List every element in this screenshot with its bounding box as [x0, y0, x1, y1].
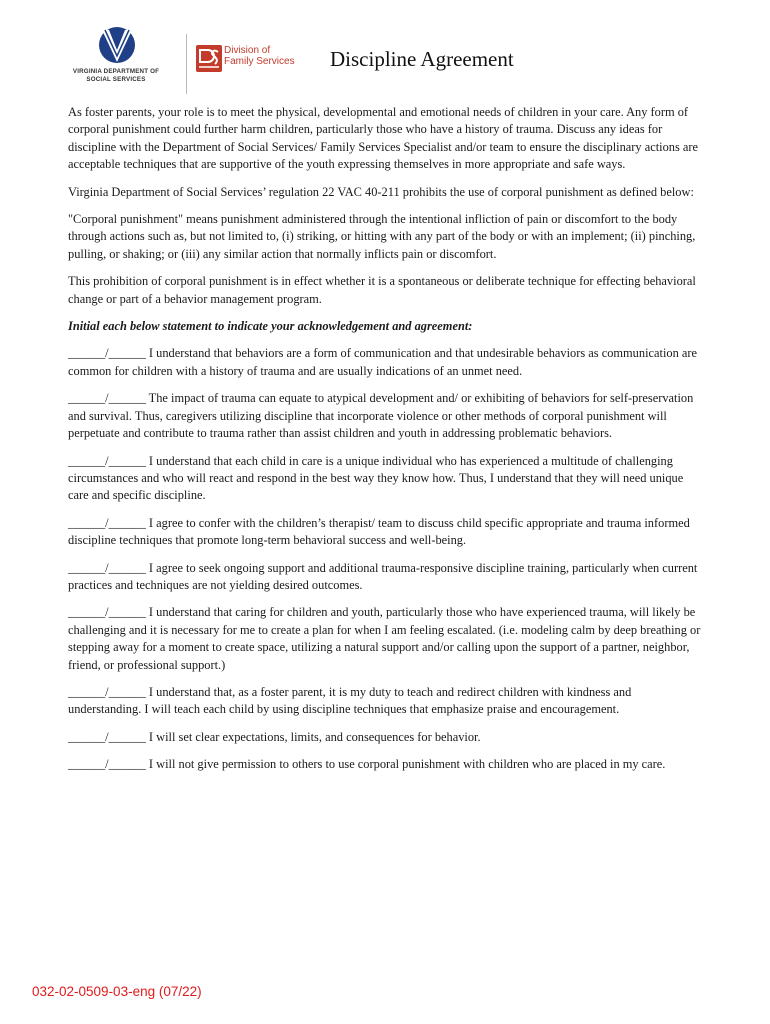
intro-paragraph: As foster parents, your role is to meet the physical, developmental and emotional needs of children in your care. Any form of corporal punishment could further harm children, particularly those who have a history of trauma. Discuss any ideas for discipline with the Department of Social Services/ Family Services Specialist and/or team to ensure the disciplinary actions are acceptable techniques that are supportive of the youth expressing themselves in more appropriate and safe ways. — [68, 105, 699, 172]
dfs-logo-line-1: Division of — [224, 45, 271, 56]
acknowledgement-statement — [68, 390, 704, 442]
acknowledgement-statement — [68, 515, 704, 550]
acknowledgement-statement — [68, 345, 704, 380]
acknowledgement-statement — [68, 684, 704, 719]
initials-blank[interactable]: ______/______ — [68, 391, 146, 406]
acknowledgement-statement — [68, 560, 704, 595]
acknowledgement-statement — [68, 604, 704, 674]
statement-text: I understand that caring for children and youth, particularly those who have experienced trauma, will likely be challenging and it is necessary for me to create a plan for when I am feeling escalated. (i.e. modeling calm by deep breathing or stepping away for a moment to create space, utilizing a natural support and/or calling upon the support of a partner, neighbor, friend, or professional support.) — [68, 605, 701, 672]
statement-text: I understand that, as a foster parent, it is my duty to teach and redirect children with kindness and understanding. I will teach each child by using discipline techniques that emphasize praise and encouragement. — [68, 684, 632, 717]
acknowledgement-statement — [68, 453, 704, 505]
statement-text: I understand that behaviors are a form of communication and that undesirable behaviors as communication are common for children with a history of trauma and are usually indications of an unmet need. — [68, 346, 698, 378]
initials-blank[interactable]: ______/______ — [68, 560, 146, 575]
initials-blank[interactable]: ______/______ — [68, 605, 146, 620]
acknowledgement-statement — [68, 729, 704, 746]
dfs-logo-line-2: Family Services — [224, 56, 295, 67]
statement-text: The impact of trauma can equate to atypical development and/ or exhibiting of behaviors for self-preservation and survival. Thus, caregivers utilizing discipline that incorporate violence or other methods of corporal punishment will perpetuate and contribute to trauma rather than assist children and youth in addressing problematic behaviors. — [68, 391, 694, 441]
definition-paragraph: "Corporal punishment" means punishment administered through the intentional infliction of pain or discomfort to the body through actions such as, but not limited to, (i) striking, or hitting with any part of the body or with an implement; (ii) pinching, pulling, or shaking; or (iii) any similar action that normally inflicts pain or discomfort. — [68, 212, 696, 261]
dfs-logo-text — [224, 45, 295, 67]
initials-blank[interactable]: ______/______ — [68, 684, 146, 699]
statement-text: I understand that each child in care is a unique individual who has experienced a multitude of challenging circumstances and who will react and respond in the best way they know how. Thus, I understand that they will need unique care and specific discipline. — [68, 453, 684, 503]
document-body — [68, 104, 704, 784]
statement-text: I agree to seek ongoing support and additional trauma-responsive discipline training, particularly when current practices and techniques are not yielding desired outcomes. — [68, 560, 698, 592]
vdss-v-mark-icon — [92, 26, 142, 66]
initials-blank[interactable]: ______/______ — [68, 346, 146, 361]
header-divider — [186, 34, 187, 94]
vdss-logo-text — [52, 68, 180, 83]
initials-blank[interactable]: ______/______ — [68, 757, 146, 772]
instruction-line: Initial each below statement to indicate your acknowledgement and agreement: — [68, 319, 473, 334]
statement-text: I agree to confer with the children’s therapist/ team to discuss child specific appropriate and trauma informed discipline techniques that promote long-term behavioral success and well-being. — [68, 515, 690, 548]
regulation-paragraph: Virginia Department of Social Services’ regulation 22 VAC 40-211 prohibits the use of corporal punishment as defined below: — [68, 184, 694, 199]
acknowledgement-statement — [68, 756, 704, 773]
vdss-logo-line-2: SOCIAL SERVICES — [86, 75, 146, 83]
initials-blank[interactable]: ______/______ — [68, 729, 146, 744]
initials-blank[interactable]: ______/______ — [68, 515, 146, 530]
statement-text: I will not give permission to others to use corporal punishment with children who are placed in my care. — [148, 757, 666, 772]
vdss-logo — [52, 26, 180, 92]
prohibition-paragraph: This prohibition of corporal punishment is in effect whether it is a spontaneous or deliberate technique for effecting behavioral change or part of a behavior management program. — [68, 274, 696, 306]
form-code: 032-02-0509-03-eng (07/22) — [32, 984, 202, 999]
vdss-logo-line-1: VIRGINIA DEPARTMENT OF — [72, 68, 160, 75]
document-title: Discipline Agreement — [330, 47, 514, 71]
dfs-logo — [196, 45, 316, 75]
dfs-mark-icon — [196, 45, 222, 72]
statement-text: I will set clear expectations, limits, and consequences for behavior. — [148, 729, 481, 744]
document-header — [0, 0, 770, 100]
initials-blank[interactable]: ______/______ — [68, 453, 146, 468]
